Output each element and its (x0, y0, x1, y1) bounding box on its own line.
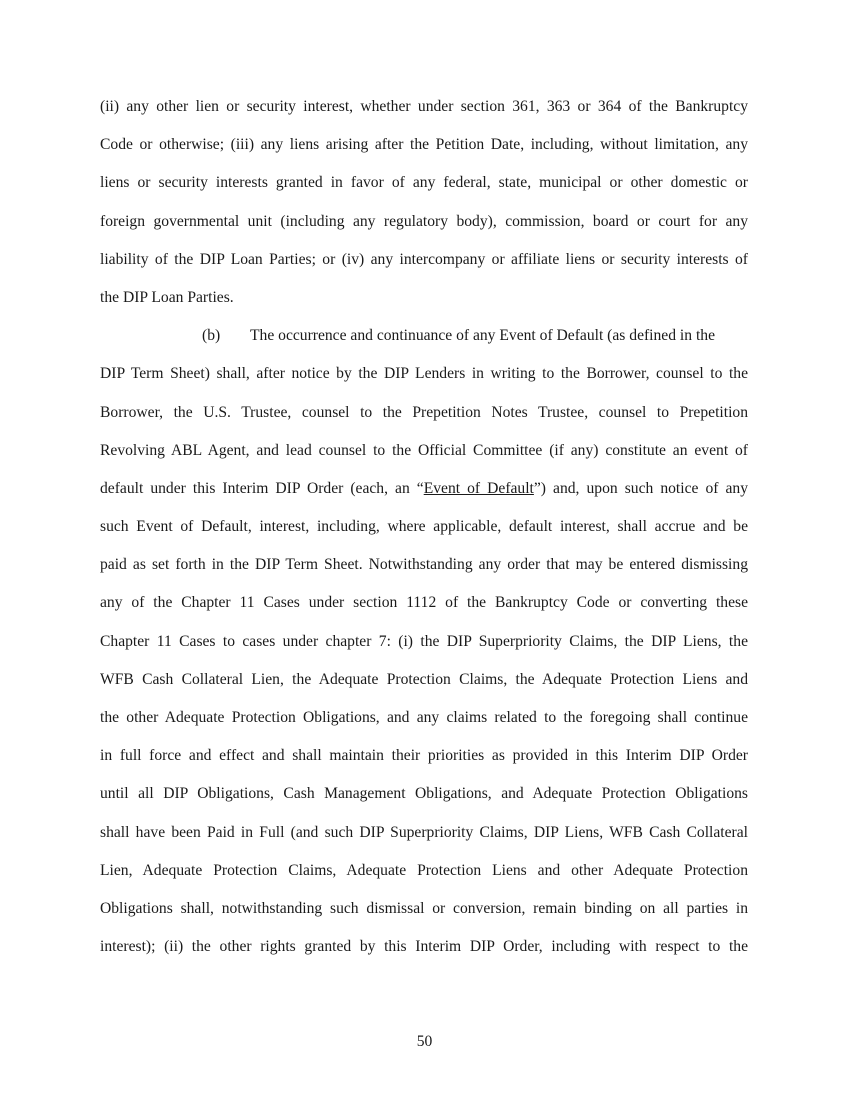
body-text (100, 97, 748, 975)
body-line: DIP Term Sheet) shall, after notice by the DIP Lenders in writing to the Borrower, counsel to the (100, 365, 748, 383)
body-line: until all DIP Obligations, Cash Management Obligations, and Adequate Protection Obligations (100, 785, 748, 803)
body-line: WFB Cash Collateral Lien, the Adequate Protection Claims, the Adequate Protection Liens and (100, 670, 748, 688)
paragraph-b-first-line (100, 326, 748, 364)
defined-term-suffix: ”) and, upon such notice of any (533, 479, 748, 497)
body-line: such Event of Default, interest, including, where applicable, default interest, shall accrue and be (100, 518, 748, 536)
paragraph-label: (b) (202, 327, 221, 345)
body-line: paid as set forth in the DIP Term Sheet. Notwithstanding any order that may be entered dismissing (100, 556, 748, 574)
body-line: the other Adequate Protection Obligations, and any claims related to the foregoing shall continue (100, 709, 748, 726)
body-line: Revolving ABL Agent, and lead counsel to the Official Committee (if any) constitute an event of (100, 441, 748, 459)
body-line: Lien, Adequate Protection Claims, Adequate Protection Liens and other Adequate Protection (100, 861, 748, 879)
body-line: interest); (ii) the other rights granted by this Interim DIP Order, including with respect to the (100, 938, 748, 956)
body-line: (ii) any other lien or security interest, whether under section 361, 363 or 364 of the Bankruptcy (100, 98, 748, 115)
defined-term-line (100, 479, 748, 517)
body-line: Obligations shall, notwithstanding such dismissal or conversion, remain binding on all parties in (100, 899, 748, 917)
body-line: any of the Chapter 11 Cases under section 1112 of the Bankruptcy Code or converting these (100, 594, 748, 612)
paragraph-b-lead-text: The occurrence and continuance of any Event of Default (as defined in the (250, 327, 716, 345)
defined-term-event-of-default: Event of Default (423, 479, 534, 497)
body-line: Code or otherwise; (iii) any liens arising after the Petition Date, including, without limitation, any (100, 136, 748, 154)
body-line: Chapter 11 Cases to cases under chapter 7: (i) the DIP Superpriority Claims, the DIP Liens, the (100, 632, 748, 650)
body-line: foreign governmental unit (including any regulatory body), commission, board or court for any (100, 212, 748, 230)
body-line: the DIP Loan Parties. (100, 288, 234, 306)
body-line: Borrower, the U.S. Trustee, counsel to the Prepetition Notes Trustee, counsel to Prepetition (100, 403, 748, 421)
defined-term-prefix: default under this Interim DIP Order (each, an “ (100, 479, 424, 497)
body-line: liability of the DIP Loan Parties; or (iv) any intercompany or affiliate liens or security interests of (100, 250, 748, 268)
body-line: shall have been Paid in Full (and such DIP Superpriority Claims, DIP Liens, WFB Cash Collateral (100, 823, 748, 841)
page-number: 50 (416, 1033, 433, 1050)
body-line: in full force and effect and shall maintain their priorities as provided in this Interim DIP Order (100, 747, 748, 765)
body-line: liens or security interests granted in favor of any federal, state, municipal or other domestic or (100, 174, 748, 192)
